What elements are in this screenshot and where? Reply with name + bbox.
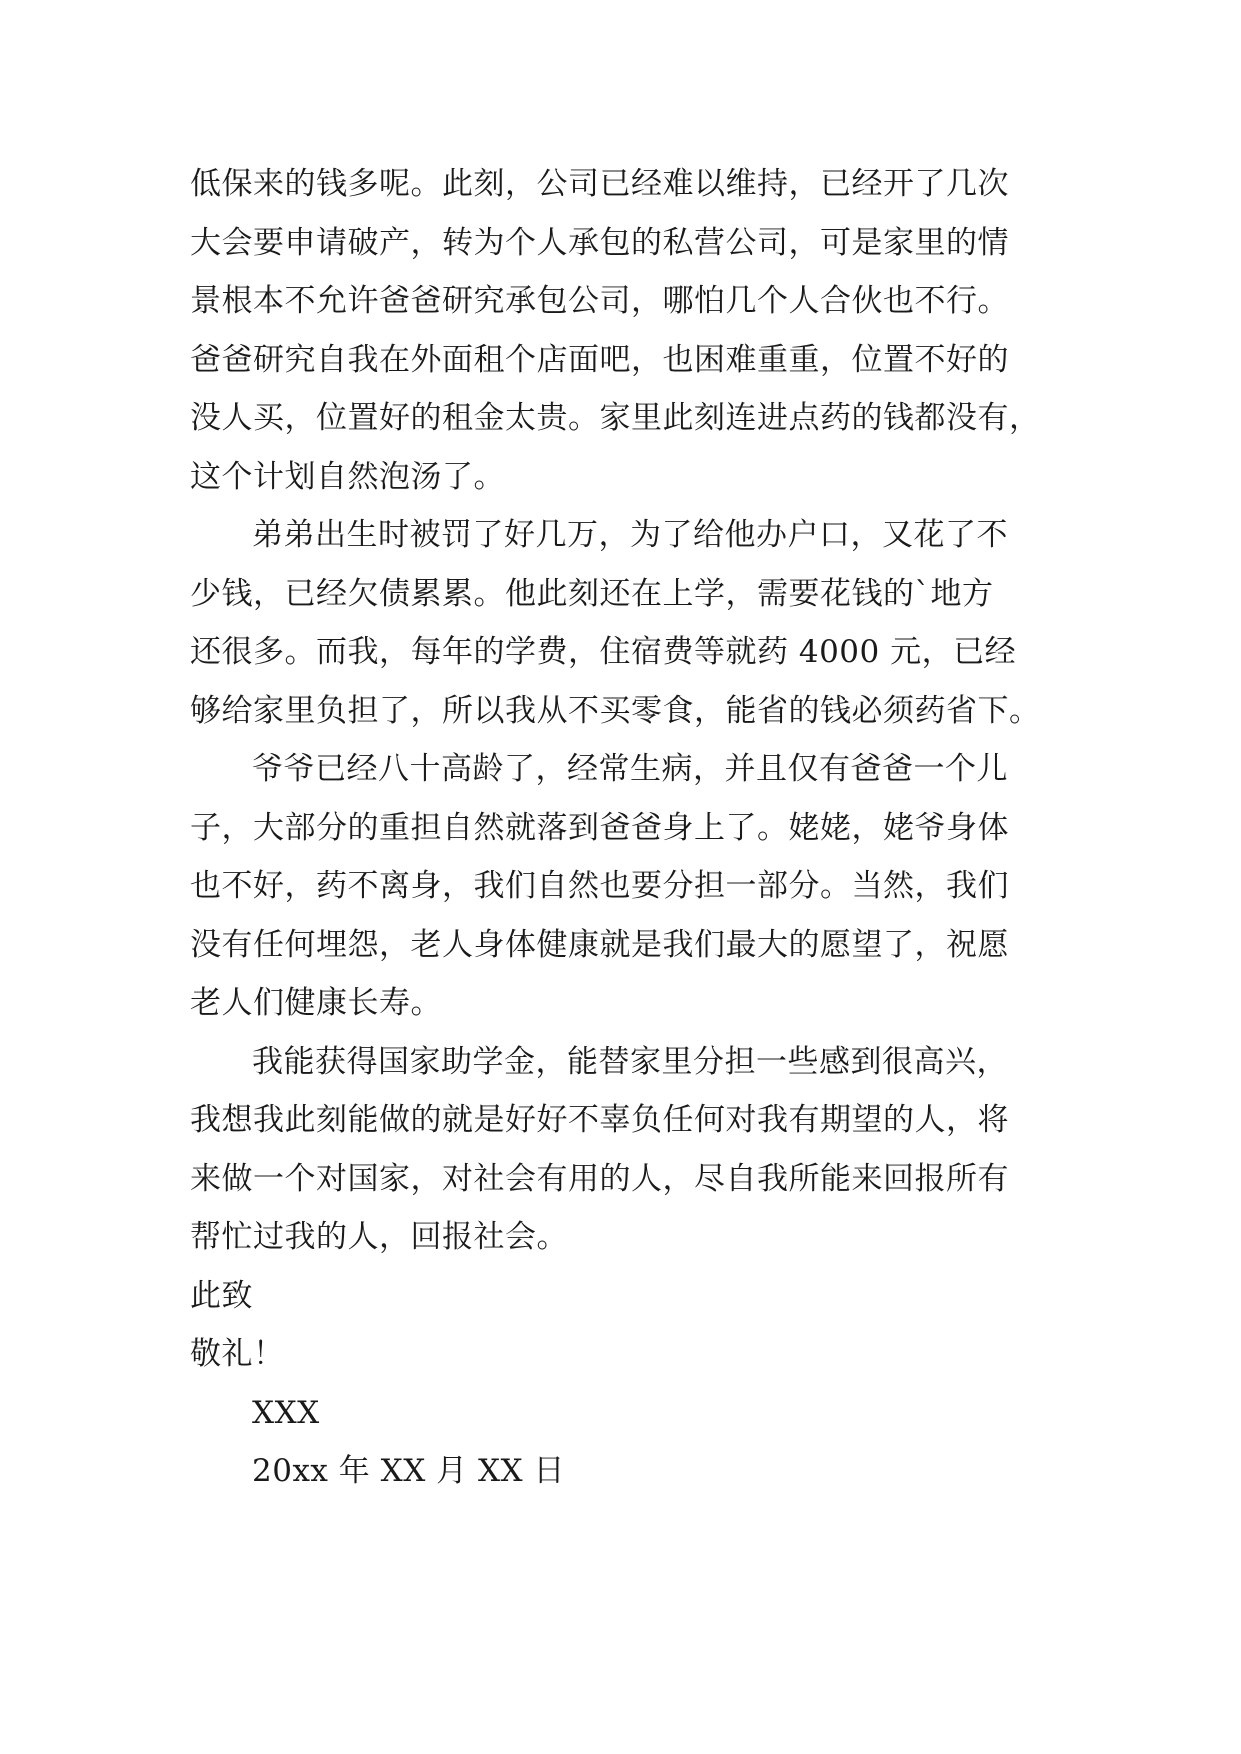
signature-date: 20xx 年 XX 月 XX 日: [252, 1453, 565, 1489]
paragraph-line: 够给家里负担了，所以我从不买零食，能省的钱必须药省下。: [190, 692, 1041, 729]
paragraph-line: 没有任何埋怨，老人身体健康就是我们最大的愿望了，祝愿: [190, 926, 1009, 963]
paragraph-line: 景根本不允许爸爸研究承包公司，哪怕几个人合伙也不行。: [190, 283, 1009, 319]
letter-body: [190, 155, 1070, 1501]
paragraph-line: 大会要申请破产，转为个人承包的私营公司，可是家里的情: [190, 224, 1009, 261]
paragraph-line: 我想我此刻能做的就是好好不辜负任何对我有期望的人，将: [190, 1102, 1009, 1138]
paragraph-line: 子，大部分的重担自然就落到爸爸身上了。姥姥，姥爷身体: [190, 809, 1009, 846]
paragraph-line: 老人们健康长寿。: [190, 985, 442, 1021]
paragraph-line: 爷爷已经八十高龄了，经常生病，并且仅有爸爸一个儿: [252, 751, 1008, 787]
paragraph-line: 还很多。而我，每年的学费，住宿费等就药 4000 元，已经: [190, 634, 1017, 670]
salutation-text: 敬礼！: [190, 1336, 285, 1372]
paragraph-line: 爸爸研究自我在外面租个店面吧，也困难重重，位置不好的: [190, 341, 1009, 378]
paragraph-line: 也不好，药不离身，我们自然也要分担一部分。当然，我们: [190, 868, 1009, 904]
signature-name: XXX: [252, 1394, 320, 1431]
paragraph-line: 这个计划自然泡汤了。: [190, 458, 505, 495]
paragraph-line: 少钱，已经欠债累累。他此刻还在上学，需要花钱的`地方: [190, 575, 994, 612]
paragraph-line: 我能获得国家助学金，能替家里分担一些感到很高兴，: [252, 1043, 1008, 1080]
paragraph-line: 低保来的钱多呢。此刻，公司已经难以维持，已经开了几次: [190, 166, 1009, 202]
paragraph-line: 弟弟出生时被罚了好几万，为了给他办户口，又花了不: [252, 517, 1008, 553]
paragraph-line: 来做一个对国家，对社会有用的人，尽自我所能来回报所有: [190, 1160, 1009, 1197]
paragraph-line: 帮忙过我的人，回报社会。: [190, 1219, 568, 1255]
paragraph-line: 没人买，位置好的租金太贵。家里此刻连进点药的钱都没有，: [190, 400, 1041, 436]
closing-text: 此致: [190, 1277, 253, 1314]
